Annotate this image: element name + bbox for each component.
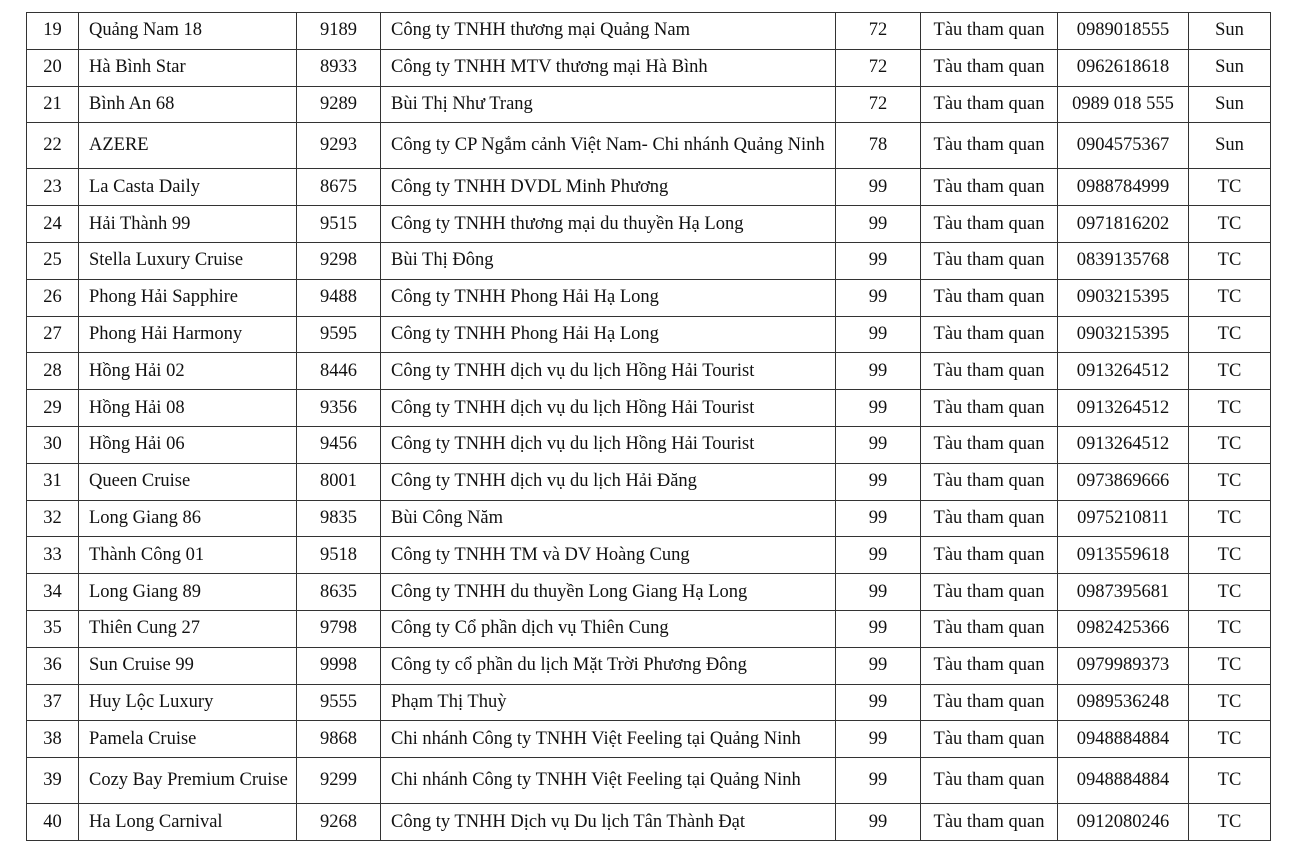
registration-number: 9798 xyxy=(297,610,381,647)
row-number: 29 xyxy=(27,390,79,427)
phone-number: 0903215395 xyxy=(1058,279,1189,316)
vessel-type: Tàu tham quan xyxy=(921,500,1058,537)
vessel-type: Tàu tham quan xyxy=(921,390,1058,427)
seat-capacity: 99 xyxy=(836,279,921,316)
vessel-name: Hồng Hải 08 xyxy=(79,390,297,427)
phone-number: 0987395681 xyxy=(1058,574,1189,611)
registration-number: 8446 xyxy=(297,353,381,390)
phone-number: 0839135768 xyxy=(1058,242,1189,279)
registration-number: 9595 xyxy=(297,316,381,353)
berth-code: TC xyxy=(1189,463,1271,500)
owner-name: Bùi Công Năm xyxy=(381,500,836,537)
berth-code: TC xyxy=(1189,647,1271,684)
table-row xyxy=(27,353,1271,390)
row-number: 37 xyxy=(27,684,79,721)
seat-capacity: 99 xyxy=(836,169,921,206)
seat-capacity: 99 xyxy=(836,610,921,647)
table-row xyxy=(27,426,1271,463)
berth-code: TC xyxy=(1189,279,1271,316)
row-number: 27 xyxy=(27,316,79,353)
vessel-type: Tàu tham quan xyxy=(921,242,1058,279)
row-number: 28 xyxy=(27,353,79,390)
table-row xyxy=(27,123,1271,169)
owner-name: Công ty TNHH du thuyền Long Giang Hạ Long xyxy=(381,574,836,611)
registration-number: 9868 xyxy=(297,721,381,758)
row-number: 23 xyxy=(27,169,79,206)
berth-code: TC xyxy=(1189,721,1271,758)
vessel-name: Cozy Bay Premium Cruise xyxy=(79,758,297,804)
table-row xyxy=(27,574,1271,611)
vessel-name: Phong Hải Harmony xyxy=(79,316,297,353)
table-row xyxy=(27,390,1271,427)
table-row xyxy=(27,500,1271,537)
phone-number: 0913559618 xyxy=(1058,537,1189,574)
vessel-name: Stella Luxury Cruise xyxy=(79,242,297,279)
vessel-type: Tàu tham quan xyxy=(921,169,1058,206)
vessel-type: Tàu tham quan xyxy=(921,684,1058,721)
table-row xyxy=(27,206,1271,243)
owner-name: Phạm Thị Thuỳ xyxy=(381,684,836,721)
owner-name: Công ty TNHH dịch vụ du lịch Hải Đăng xyxy=(381,463,836,500)
owner-name: Công ty TNHH dịch vụ du lịch Hồng Hải Tourist xyxy=(381,390,836,427)
berth-code: TC xyxy=(1189,610,1271,647)
table-row xyxy=(27,49,1271,86)
seat-capacity: 99 xyxy=(836,804,921,841)
registration-number: 9555 xyxy=(297,684,381,721)
vessel-type: Tàu tham quan xyxy=(921,537,1058,574)
registration-number: 8933 xyxy=(297,49,381,86)
vessel-type: Tàu tham quan xyxy=(921,353,1058,390)
table-body xyxy=(27,13,1271,841)
vessel-name: Thành Công 01 xyxy=(79,537,297,574)
row-number: 33 xyxy=(27,537,79,574)
owner-name: Công ty TNHH dịch vụ du lịch Hồng Hải Tourist xyxy=(381,426,836,463)
vessel-type: Tàu tham quan xyxy=(921,647,1058,684)
vessel-type: Tàu tham quan xyxy=(921,721,1058,758)
phone-number: 0913264512 xyxy=(1058,353,1189,390)
seat-capacity: 99 xyxy=(836,500,921,537)
vessel-name: Huy Lộc Luxury xyxy=(79,684,297,721)
row-number: 21 xyxy=(27,86,79,123)
vessel-type: Tàu tham quan xyxy=(921,758,1058,804)
phone-number: 0948884884 xyxy=(1058,758,1189,804)
registration-number: 9298 xyxy=(297,242,381,279)
registration-number: 9289 xyxy=(297,86,381,123)
seat-capacity: 99 xyxy=(836,721,921,758)
vessel-type: Tàu tham quan xyxy=(921,316,1058,353)
registration-number: 9456 xyxy=(297,426,381,463)
table-row xyxy=(27,721,1271,758)
seat-capacity: 72 xyxy=(836,13,921,50)
vessel-name: Hà Bình Star xyxy=(79,49,297,86)
phone-number: 0913264512 xyxy=(1058,390,1189,427)
row-number: 26 xyxy=(27,279,79,316)
registration-number: 8635 xyxy=(297,574,381,611)
berth-code: TC xyxy=(1189,574,1271,611)
berth-code: TC xyxy=(1189,316,1271,353)
row-number: 20 xyxy=(27,49,79,86)
table-row xyxy=(27,758,1271,804)
vessel-type: Tàu tham quan xyxy=(921,426,1058,463)
vessel-table xyxy=(26,12,1271,841)
row-number: 24 xyxy=(27,206,79,243)
owner-name: Bùi Thị Đông xyxy=(381,242,836,279)
owner-name: Công ty TNHH Phong Hải Hạ Long xyxy=(381,279,836,316)
berth-code: Sun xyxy=(1189,123,1271,169)
owner-name: Chi nhánh Công ty TNHH Việt Feeling tại Quảng Ninh xyxy=(381,758,836,804)
phone-number: 0948884884 xyxy=(1058,721,1189,758)
row-number: 32 xyxy=(27,500,79,537)
row-number: 38 xyxy=(27,721,79,758)
phone-number: 0913264512 xyxy=(1058,426,1189,463)
owner-name: Công ty TNHH DVDL Minh Phương xyxy=(381,169,836,206)
row-number: 30 xyxy=(27,426,79,463)
table-row xyxy=(27,316,1271,353)
phone-number: 0971816202 xyxy=(1058,206,1189,243)
table-row xyxy=(27,279,1271,316)
row-number: 31 xyxy=(27,463,79,500)
vessel-type: Tàu tham quan xyxy=(921,463,1058,500)
vessel-type: Tàu tham quan xyxy=(921,804,1058,841)
row-number: 22 xyxy=(27,123,79,169)
vessel-type: Tàu tham quan xyxy=(921,86,1058,123)
row-number: 25 xyxy=(27,242,79,279)
table-row xyxy=(27,804,1271,841)
registration-number: 9835 xyxy=(297,500,381,537)
seat-capacity: 99 xyxy=(836,758,921,804)
row-number: 36 xyxy=(27,647,79,684)
phone-number: 0989 018 555 xyxy=(1058,86,1189,123)
owner-name: Công ty TNHH thương mại Quảng Nam xyxy=(381,13,836,50)
vessel-name: La Casta Daily xyxy=(79,169,297,206)
berth-code: Sun xyxy=(1189,49,1271,86)
vessel-type: Tàu tham quan xyxy=(921,13,1058,50)
berth-code: TC xyxy=(1189,169,1271,206)
table-row xyxy=(27,684,1271,721)
berth-code: TC xyxy=(1189,537,1271,574)
seat-capacity: 78 xyxy=(836,123,921,169)
registration-number: 9268 xyxy=(297,804,381,841)
registration-number: 9515 xyxy=(297,206,381,243)
owner-name: Công ty TNHH MTV thương mại Hà Bình xyxy=(381,49,836,86)
seat-capacity: 99 xyxy=(836,242,921,279)
registration-number: 9189 xyxy=(297,13,381,50)
vessel-type: Tàu tham quan xyxy=(921,206,1058,243)
vessel-name: Sun Cruise 99 xyxy=(79,647,297,684)
table-row xyxy=(27,86,1271,123)
owner-name: Công ty TNHH Dịch vụ Du lịch Tân Thành Đạt xyxy=(381,804,836,841)
berth-code: Sun xyxy=(1189,13,1271,50)
owner-name: Công ty TNHH TM và DV Hoàng Cung xyxy=(381,537,836,574)
row-number: 34 xyxy=(27,574,79,611)
phone-number: 0982425366 xyxy=(1058,610,1189,647)
phone-number: 0973869666 xyxy=(1058,463,1189,500)
seat-capacity: 99 xyxy=(836,574,921,611)
phone-number: 0979989373 xyxy=(1058,647,1189,684)
registration-number: 9488 xyxy=(297,279,381,316)
registration-number: 8001 xyxy=(297,463,381,500)
registration-number: 9293 xyxy=(297,123,381,169)
seat-capacity: 99 xyxy=(836,537,921,574)
vessel-name: Quảng Nam 18 xyxy=(79,13,297,50)
table-row xyxy=(27,463,1271,500)
owner-name: Công ty Cổ phần dịch vụ Thiên Cung xyxy=(381,610,836,647)
vessel-name: Hồng Hải 02 xyxy=(79,353,297,390)
table-row xyxy=(27,647,1271,684)
vessel-name: Queen Cruise xyxy=(79,463,297,500)
phone-number: 0903215395 xyxy=(1058,316,1189,353)
vessel-name: Long Giang 86 xyxy=(79,500,297,537)
berth-code: TC xyxy=(1189,242,1271,279)
table-row xyxy=(27,610,1271,647)
registration-number: 9998 xyxy=(297,647,381,684)
phone-number: 0912080246 xyxy=(1058,804,1189,841)
owner-name: Bùi Thị Như Trang xyxy=(381,86,836,123)
seat-capacity: 99 xyxy=(836,316,921,353)
berth-code: TC xyxy=(1189,684,1271,721)
phone-number: 0989018555 xyxy=(1058,13,1189,50)
berth-code: TC xyxy=(1189,206,1271,243)
owner-name: Chi nhánh Công ty TNHH Việt Feeling tại Quảng Ninh xyxy=(381,721,836,758)
owner-name: Công ty TNHH Phong Hải Hạ Long xyxy=(381,316,836,353)
row-number: 40 xyxy=(27,804,79,841)
vessel-type: Tàu tham quan xyxy=(921,610,1058,647)
berth-code: TC xyxy=(1189,500,1271,537)
seat-capacity: 99 xyxy=(836,206,921,243)
vessel-name: Bình An 68 xyxy=(79,86,297,123)
berth-code: TC xyxy=(1189,353,1271,390)
table-row xyxy=(27,537,1271,574)
owner-name: Công ty CP Ngắm cảnh Việt Nam- Chi nhánh Quảng Ninh xyxy=(381,123,836,169)
vessel-name: AZERE xyxy=(79,123,297,169)
owner-name: Công ty cổ phần du lịch Mặt Trời Phương Đông xyxy=(381,647,836,684)
vessel-name: Phong Hải Sapphire xyxy=(79,279,297,316)
seat-capacity: 99 xyxy=(836,426,921,463)
phone-number: 0962618618 xyxy=(1058,49,1189,86)
table-row xyxy=(27,13,1271,50)
vessel-name: Ha Long Carnival xyxy=(79,804,297,841)
seat-capacity: 99 xyxy=(836,463,921,500)
seat-capacity: 72 xyxy=(836,86,921,123)
vessel-type: Tàu tham quan xyxy=(921,49,1058,86)
seat-capacity: 99 xyxy=(836,684,921,721)
row-number: 19 xyxy=(27,13,79,50)
seat-capacity: 99 xyxy=(836,390,921,427)
seat-capacity: 72 xyxy=(836,49,921,86)
vessel-name: Long Giang 89 xyxy=(79,574,297,611)
vessel-name: Thiên Cung 27 xyxy=(79,610,297,647)
phone-number: 0975210811 xyxy=(1058,500,1189,537)
row-number: 35 xyxy=(27,610,79,647)
vessel-type: Tàu tham quan xyxy=(921,279,1058,316)
registration-number: 9299 xyxy=(297,758,381,804)
seat-capacity: 99 xyxy=(836,647,921,684)
berth-code: TC xyxy=(1189,390,1271,427)
phone-number: 0904575367 xyxy=(1058,123,1189,169)
seat-capacity: 99 xyxy=(836,353,921,390)
vessel-name: Hồng Hải 06 xyxy=(79,426,297,463)
owner-name: Công ty TNHH dịch vụ du lịch Hồng Hải Tourist xyxy=(381,353,836,390)
berth-code: Sun xyxy=(1189,86,1271,123)
vessel-type: Tàu tham quan xyxy=(921,574,1058,611)
berth-code: TC xyxy=(1189,758,1271,804)
vessel-name: Hải Thành 99 xyxy=(79,206,297,243)
vessel-type: Tàu tham quan xyxy=(921,123,1058,169)
owner-name: Công ty TNHH thương mại du thuyền Hạ Long xyxy=(381,206,836,243)
registration-number: 9518 xyxy=(297,537,381,574)
berth-code: TC xyxy=(1189,804,1271,841)
vessel-name: Pamela Cruise xyxy=(79,721,297,758)
table-row xyxy=(27,169,1271,206)
registration-number: 9356 xyxy=(297,390,381,427)
row-number: 39 xyxy=(27,758,79,804)
registration-number: 8675 xyxy=(297,169,381,206)
phone-number: 0988784999 xyxy=(1058,169,1189,206)
berth-code: TC xyxy=(1189,426,1271,463)
table-row xyxy=(27,242,1271,279)
phone-number: 0989536248 xyxy=(1058,684,1189,721)
